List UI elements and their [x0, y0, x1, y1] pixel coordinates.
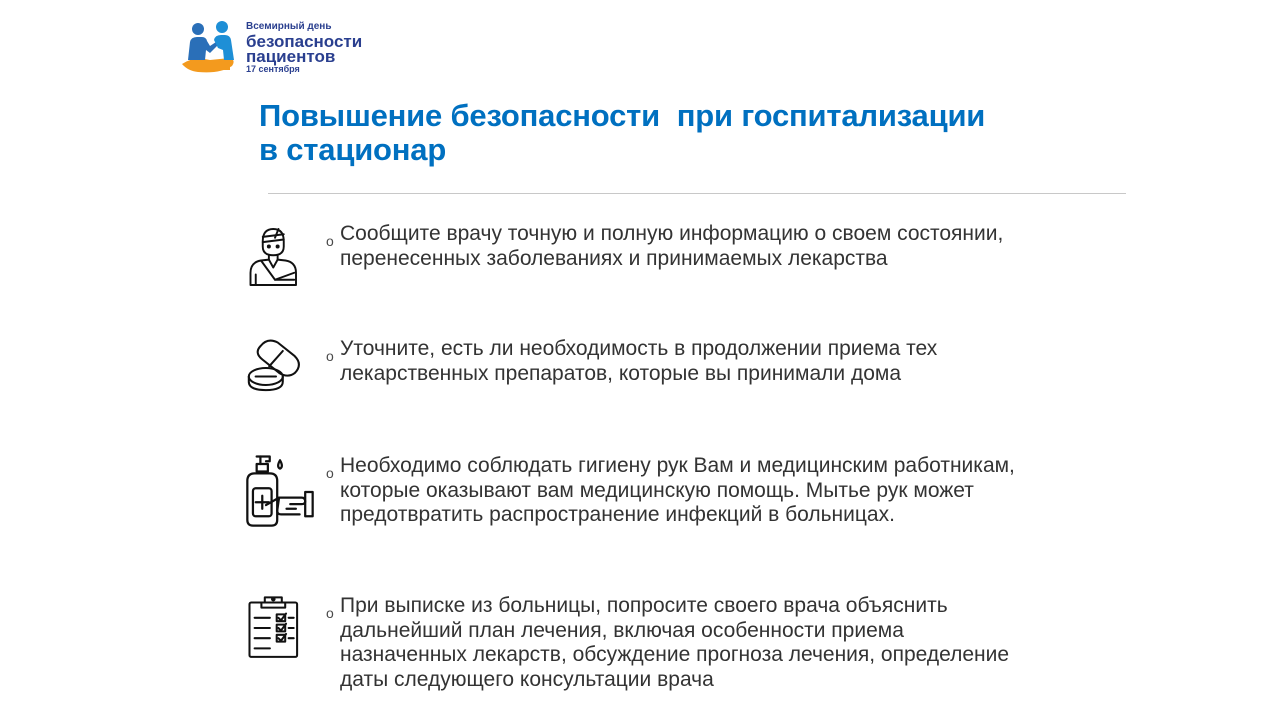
item-line: Сообщите врачу точную и полную информацию о своем состоянии, [340, 222, 1004, 245]
page-title [259, 99, 1159, 167]
injured-patient-icon [240, 222, 310, 292]
logo-date: 17 сентября [246, 64, 300, 74]
patient-safety-logo-icon [180, 20, 244, 76]
item-text [326, 337, 1126, 386]
item-line: дальнейший план лечения, включая особенности приема [340, 618, 904, 642]
item-line: При выписке из больницы, попросите своего врача объяснить [340, 594, 948, 617]
item-line: предотвратить распространение инфекций в больницах. [340, 503, 895, 526]
item-text [326, 222, 1126, 271]
logo-text [246, 22, 362, 74]
item-text [326, 454, 1126, 528]
bullet-marker: o [326, 233, 334, 249]
item-line: назначенных лекарств, обсуждение прогноза лечения, определение [340, 643, 1010, 666]
bullet-marker: o [326, 465, 334, 481]
hand-sanitizer-icon [238, 452, 322, 532]
logo-line1: Всемирный день [246, 21, 332, 32]
logo-line3: пациентов [246, 47, 336, 66]
item-line: Уточните, есть ли необходимость в продолжении приема тех [340, 337, 938, 360]
title-divider [268, 193, 1126, 194]
item-line: даты следующего консультации врача [340, 667, 714, 691]
clipboard-checklist-icon [240, 594, 310, 662]
pills-icon [240, 334, 312, 402]
item-line: перенесенных заболеваниях и принимаемых лекарства [340, 246, 888, 270]
page-title-line2: в стационар [259, 132, 447, 167]
page-title-line1: Повышение безопасности при госпитализации [259, 98, 986, 133]
logo [180, 18, 390, 78]
item-line: Необходимо соблюдать гигиену рук Вам и медицинским работникам, [340, 454, 1015, 477]
logo-line2: безопасности [246, 32, 363, 51]
bullet-marker: o [326, 605, 334, 621]
item-line: которые оказывают вам медицинскую помощь. Мытье рук может [340, 478, 974, 502]
item-line: лекарственных препаратов, которые вы принимали дома [340, 361, 902, 385]
bullet-marker: o [326, 348, 334, 364]
item-text [326, 594, 1126, 692]
